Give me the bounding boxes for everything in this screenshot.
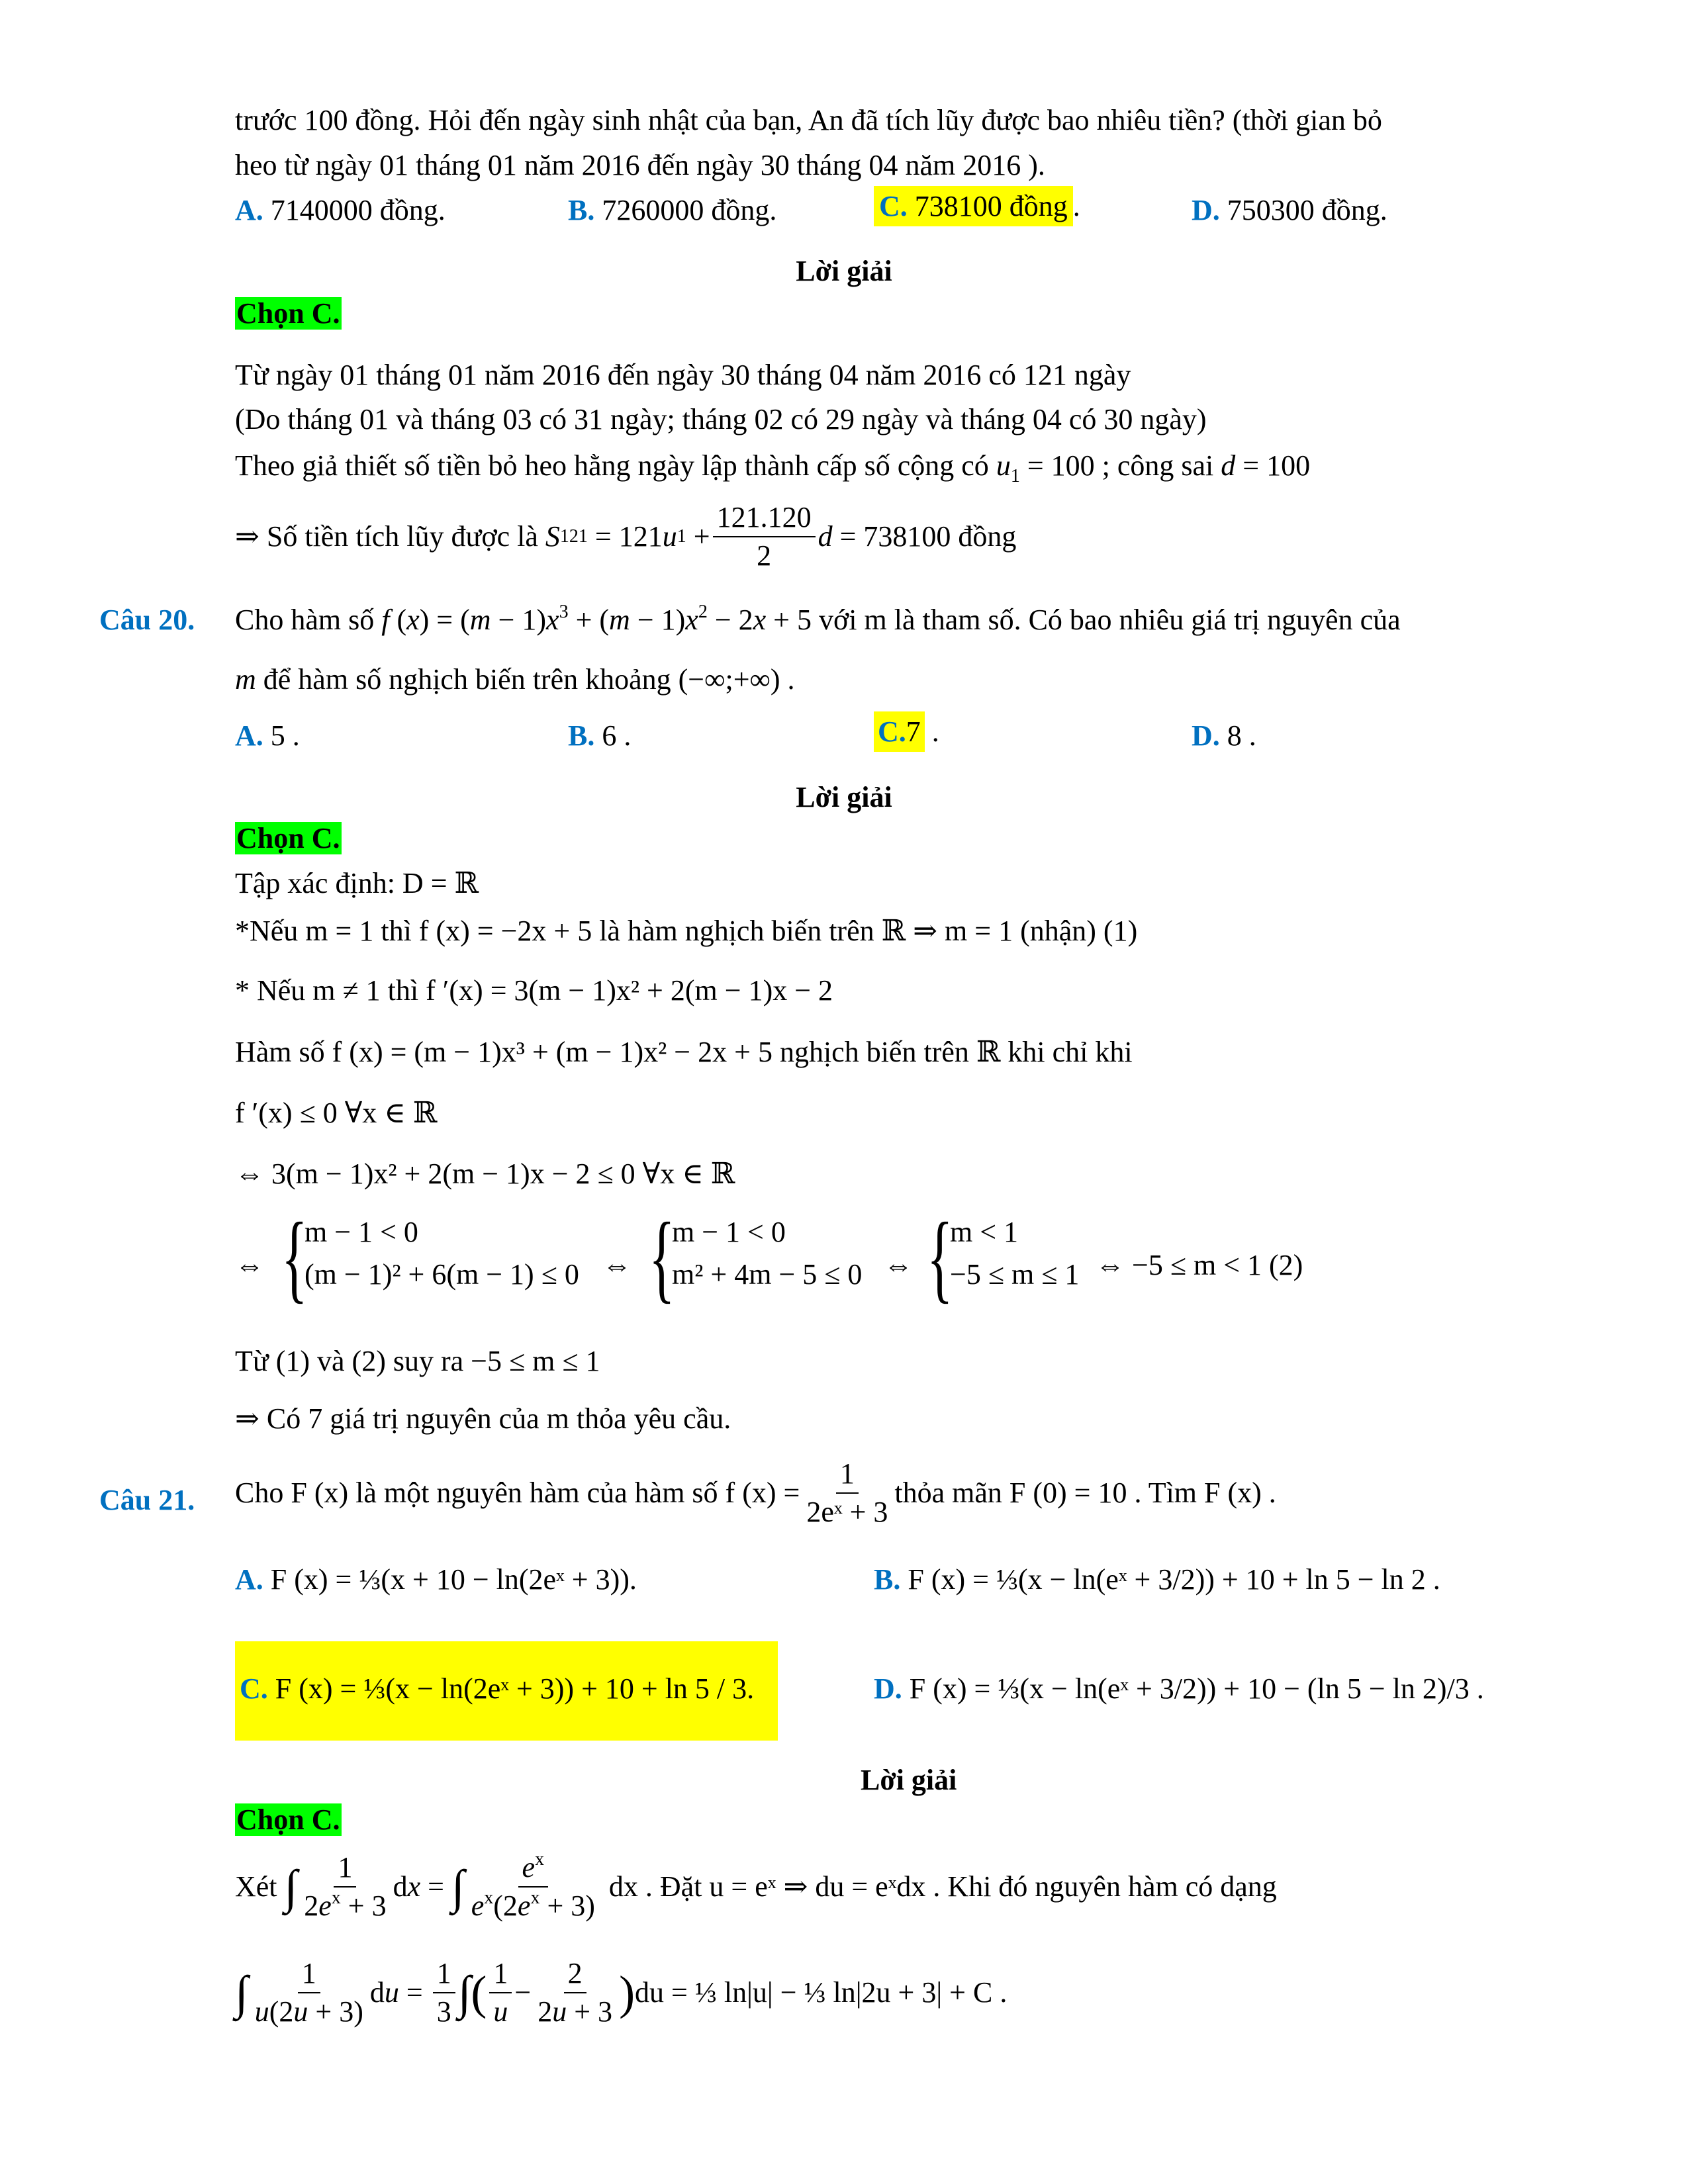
q20-sol-line8: Từ (1) và (2) suy ra −5 ≤ m ≤ 1 bbox=[235, 1345, 600, 1377]
q21-sol-line2: ∫ $\frac{1}{u(2u + 3)}$ d u = $\frac{1}{3}$ ∫ ( $\frac{1}{u}$ − $\frac{2}{2u + 3}$ ) du = ⅓ ln|u| − ⅓ ln|2u + 3| + C . bbox=[235, 1957, 1008, 2028]
q21-solution-title: Lời giải bbox=[861, 1764, 957, 1796]
system-2: m − 1 < 0 m² + 4m − 5 ≤ 0 bbox=[672, 1216, 863, 1291]
q20-stem-line1: Cho hàm số f $(x) = (m - 1)x^3 + (m - 1)x^2 - 2x + 5$ với m là tham số. Có bao nhiêu giá trị nguyên của bbox=[235, 602, 1401, 636]
fraction: $\frac{2}{2u + 3}$ bbox=[538, 1957, 613, 2028]
q21-option-b: B. F (x) = ⅓(x − ln(eˣ + 3/2)) + 10 + ln 5 − ln 2 . bbox=[874, 1563, 1440, 1596]
fraction: $\frac{121.120}{2}$ bbox=[713, 503, 816, 570]
fraction: $\frac{1}{u}$ bbox=[489, 1959, 512, 2026]
q21-stem: Cho F (x) là một nguyên hàm của hàm số f (x) = $\frac{1}{\text{2eˣ + 3}}$ thỏa mãn F (0) = 10 . Tìm F (x) . bbox=[235, 1457, 1276, 1528]
equiv-symbol: ⇔ bbox=[602, 1249, 632, 1281]
q20-option-b: B. 6 . bbox=[568, 719, 632, 752]
system-result: ⇔ −5 ≤ m < 1 (2) bbox=[1096, 1249, 1303, 1281]
q19-solution-title: Lời giải bbox=[796, 255, 892, 287]
q20-sol-line9: ⇒ Có 7 giá trị nguyên của m thỏa yêu cầu. bbox=[235, 1402, 731, 1435]
q20-sol-line5: f ′(x) ≤ 0 ∀x ∈ ℝ bbox=[235, 1097, 438, 1129]
left-brace: { bbox=[927, 1203, 953, 1312]
q20-option-a: A. 5 . bbox=[235, 719, 300, 752]
option-text: 750300 đồng. bbox=[1227, 194, 1387, 226]
q20-choose-badge: Chọn C. bbox=[236, 822, 340, 854]
option-letter: A. bbox=[235, 194, 263, 226]
q21-option-c: C. F (x) = ⅓(x − ln(2eˣ + 3)) + 10 + ln 5 / 3. bbox=[240, 1672, 755, 1705]
q19-option-d bbox=[1192, 196, 1387, 225]
q20-sol-line2: *Nếu m = 1 thì f (x) = −2x + 5 là hàm nghịch biến trên ℝ ⇒ m = 1 (nhận) (1) bbox=[235, 915, 1138, 947]
left-brace: { bbox=[281, 1203, 308, 1312]
q20-sol-line3: * Nếu m ≠ 1 thì f ′(x) = 3(m − 1)x² + 2(m − 1)x − 2 bbox=[235, 974, 833, 1007]
fraction: $\frac{1}{3}$ bbox=[433, 1959, 455, 2026]
q19-stem-line2: heo từ ngày 01 tháng 01 năm 2016 đến ngày 30 tháng 04 năm 2016 ). bbox=[235, 149, 1045, 181]
q19-option-a bbox=[235, 196, 445, 225]
q19-option-b bbox=[568, 196, 776, 225]
q21-choose-badge: Chọn C. bbox=[236, 1803, 340, 1836]
q21-sol-line1: Xét ∫ $\frac{1}{2e^x + 3}$ d x = ∫ $\frac{e^x}{e^x(2e^x + 3)}$ dx . Đặt u = eˣ ⇒ du = eˣdx . Khi đó nguyên hàm có dạng bbox=[235, 1849, 1277, 1922]
q19-sol-line1: Từ ngày 01 tháng 01 năm 2016 đến ngày 30 tháng 04 năm 2016 có 121 ngày bbox=[235, 359, 1131, 391]
fraction: $\frac{1}{\text{2eˣ + 3}}$ bbox=[806, 1457, 888, 1528]
q21-label: Câu 21. bbox=[99, 1484, 195, 1516]
fraction: $\frac{1}{2e^x + 3}$ bbox=[304, 1851, 387, 1922]
equiv-symbol: ⇔ bbox=[884, 1249, 913, 1281]
q20-label: Câu 20. bbox=[99, 604, 195, 636]
option-text: 7260000 đồng. bbox=[602, 194, 777, 226]
q19-choose-badge: Chọn C. bbox=[236, 297, 340, 330]
q19-sol-line4: ⇒ Số tiền tích lũy được là S 121 = 121 u 1 + $\frac{121.120}{2}$ d = 738100 đồng bbox=[235, 501, 1017, 572]
q19-stem-line1: trước 100 đồng. Hỏi đến ngày sinh nhật của bạn, An đã tích lũy được bao nhiêu tiền? (thời gian bỏ bbox=[235, 104, 1382, 136]
q21-option-d: D. F (x) = ⅓(x − ln(eˣ + 3/2)) + 10 − (ln 5 − ln 2)/3 . bbox=[874, 1672, 1484, 1705]
equiv-symbol: ⇔ bbox=[235, 1249, 264, 1281]
left-brace: { bbox=[649, 1203, 675, 1312]
option-text: 7140000 đồng. bbox=[270, 194, 445, 226]
system-1: m − 1 < 0 (m − 1)² + 6(m − 1) ≤ 0 bbox=[305, 1216, 579, 1291]
q21-option-a: A. F (x) = ⅓(x + 10 − ln(2eˣ + 3)). bbox=[235, 1563, 637, 1596]
q20-sol-line1: Tập xác định: D = ℝ bbox=[235, 867, 479, 899]
q20-stem-line2: m để hàm số nghịch biến trên khoảng (−∞;+∞) . bbox=[235, 663, 795, 696]
q20-sol-line6: ⇔ 3(m − 1)x² + 2(m − 1)x − 2 ≤ 0 ∀x ∈ ℝ bbox=[235, 1158, 735, 1190]
option-letter: B. bbox=[568, 194, 595, 226]
option-letter: C. bbox=[879, 190, 908, 222]
q19-sol-line3: Theo giả thiết số tiền bỏ heo hằng ngày lập thành cấp số cộng có $u_1 = 100$ ; công sai d = 100 bbox=[235, 449, 1311, 486]
q20-option-c: C.7 . bbox=[874, 717, 939, 747]
q19-option-c: C. 738100 đồng . bbox=[874, 192, 1080, 221]
fraction: $\frac{e^x}{e^x(2e^x + 3)}$ bbox=[471, 1849, 595, 1922]
q20-sol-line4: Hàm số f (x) = (m − 1)x³ + (m − 1)x² − 2x + 5 nghịch biến trên ℝ khi chỉ khi bbox=[235, 1036, 1133, 1068]
option-letter: D. bbox=[1192, 194, 1220, 226]
q19-sol-line2: (Do tháng 01 và tháng 03 có 31 ngày; tháng 02 có 29 ngày và tháng 04 có 30 ngày) bbox=[235, 403, 1207, 435]
q20-option-d: D. 8 . bbox=[1192, 719, 1256, 752]
option-text: 738100 đồng bbox=[914, 190, 1068, 222]
fraction: $\frac{1}{u(2u + 3)}$ bbox=[254, 1957, 363, 2028]
q20-solution-title: Lời giải bbox=[796, 781, 892, 813]
system-3: m < 1 −5 ≤ m ≤ 1 bbox=[950, 1216, 1080, 1291]
